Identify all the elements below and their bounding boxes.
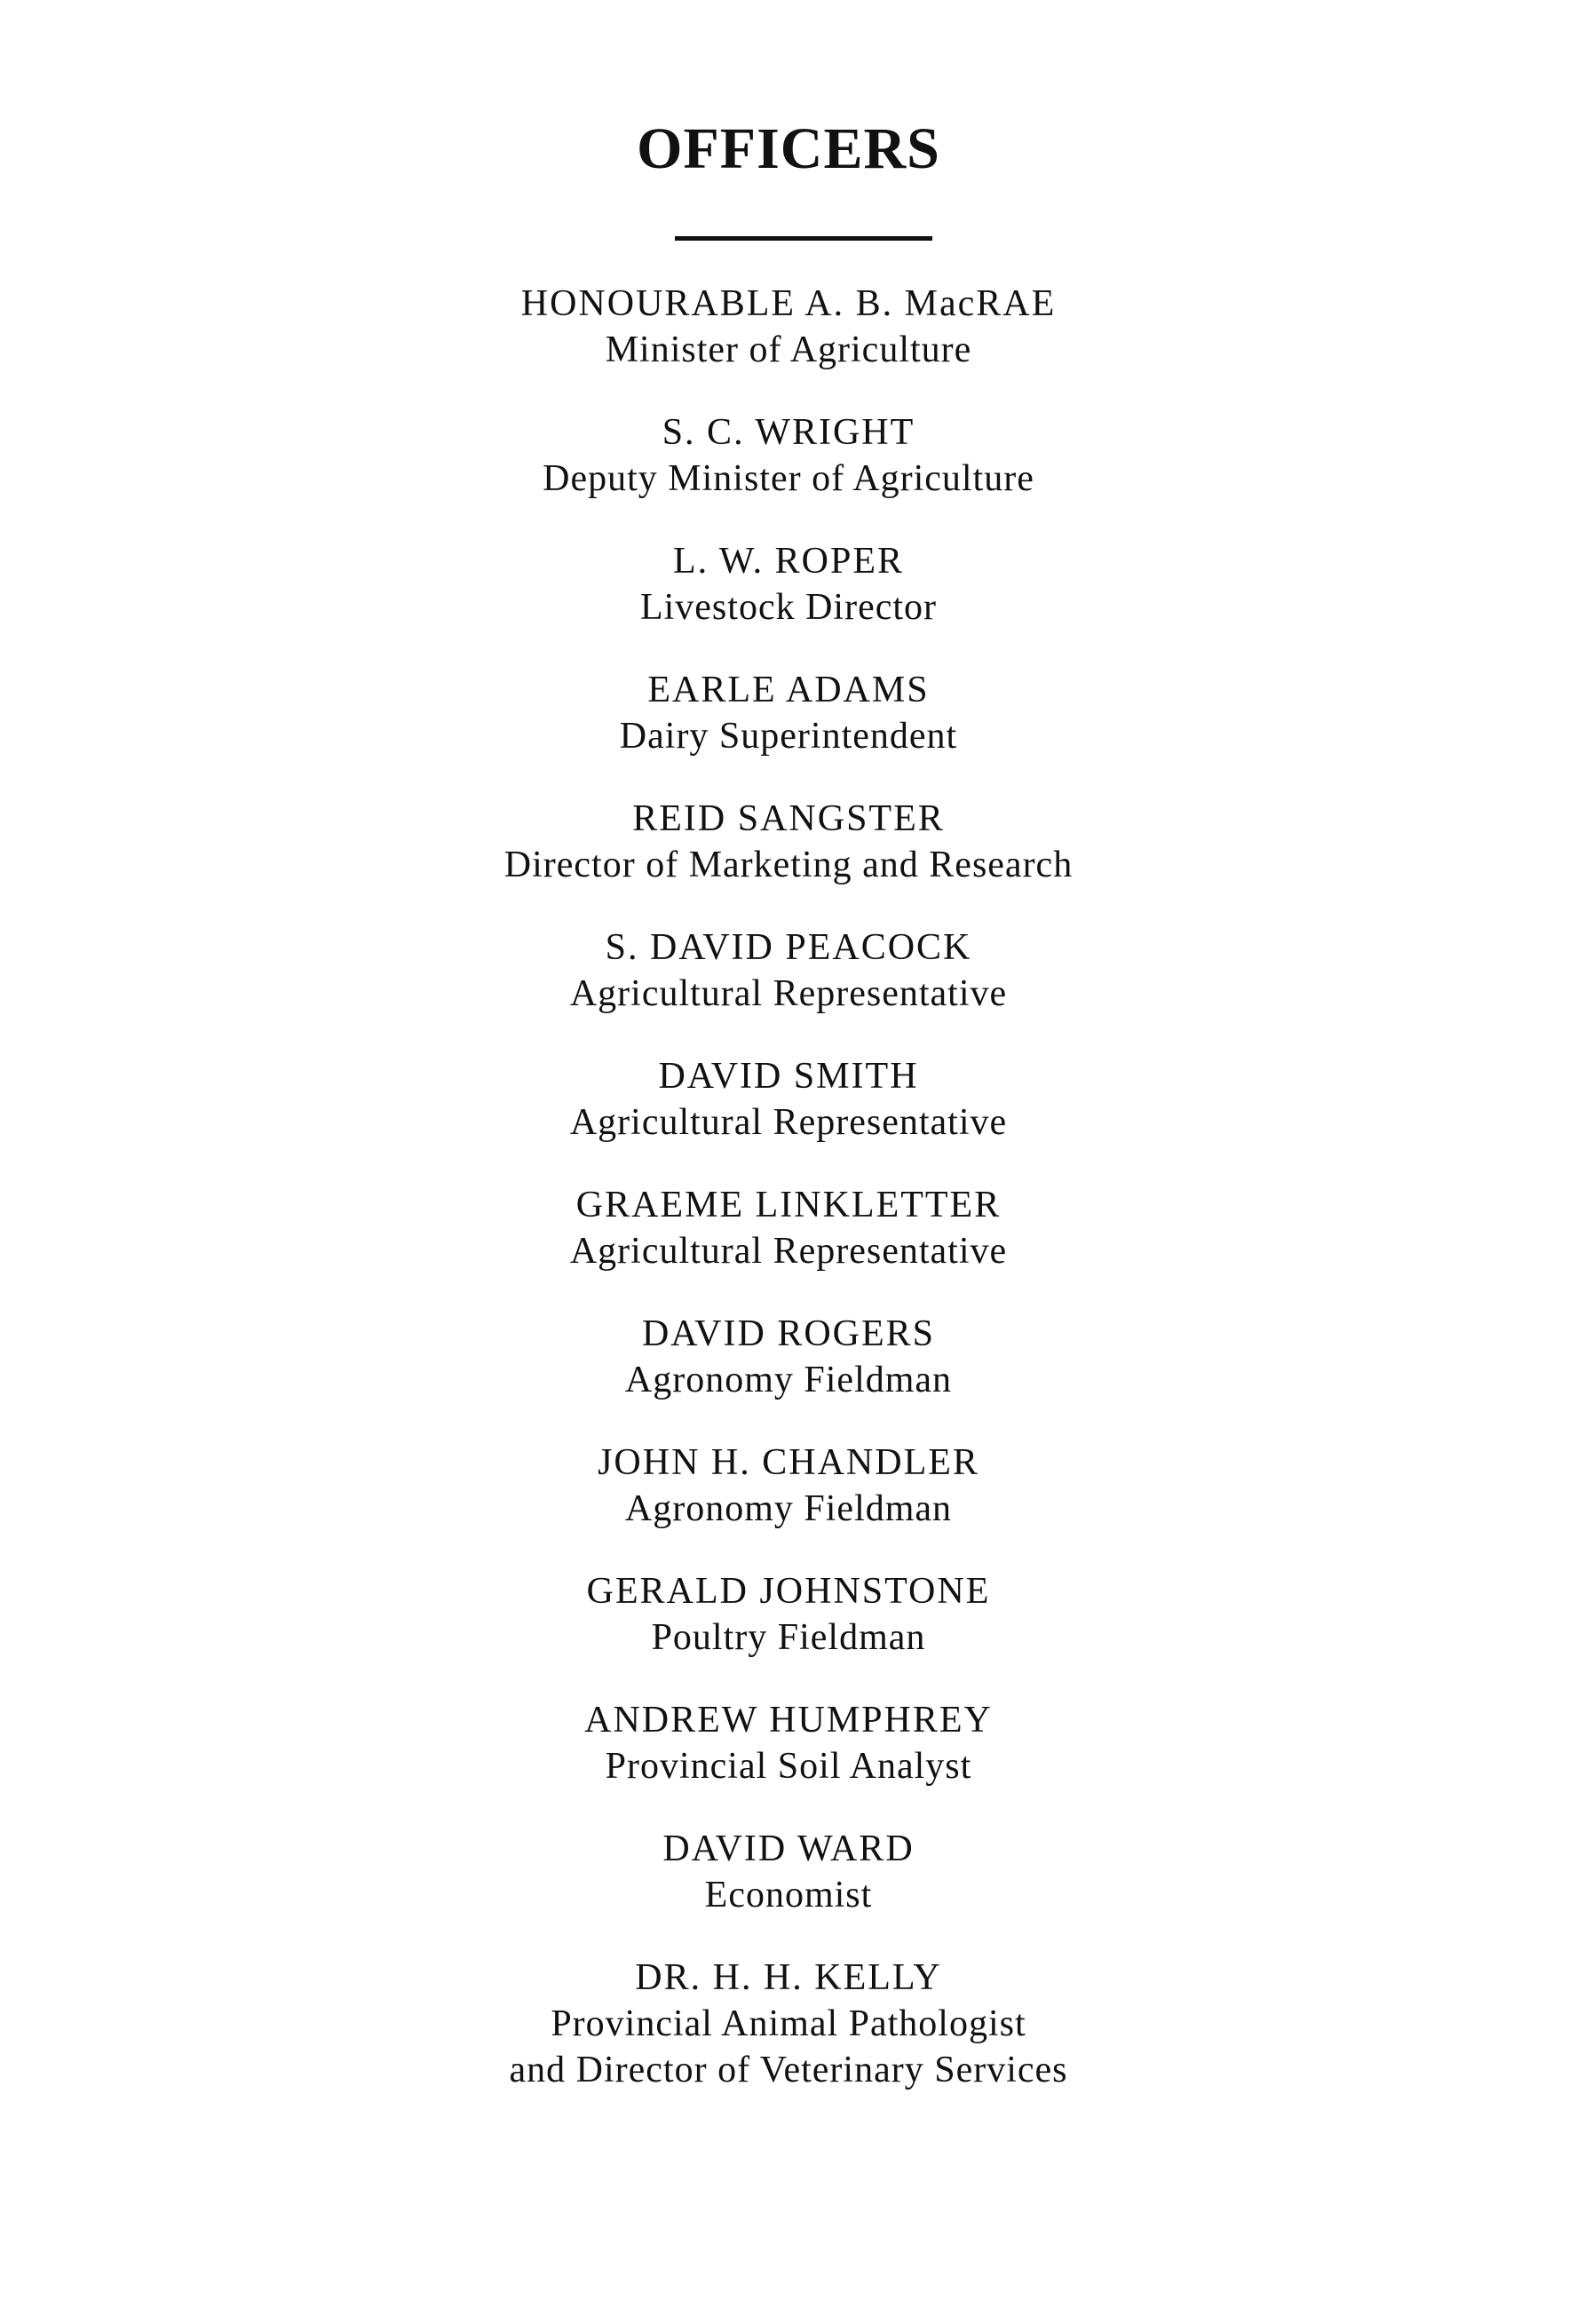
- officer-entry: [0, 1568, 1577, 1661]
- officer-name: L. W. ROPER: [672, 541, 905, 582]
- officer-title: Provincial Animal Pathologist: [551, 2003, 1026, 2044]
- officer-name: ANDREW HUMPHREY: [584, 1700, 993, 1741]
- officer-title: Deputy Minister of Agriculture: [543, 458, 1034, 499]
- officer-name: JOHN H. CHANDLER: [598, 1442, 979, 1483]
- officer-entry: [0, 796, 1577, 888]
- officer-entry: [0, 409, 1577, 502]
- officer-entry: [0, 1440, 1577, 1532]
- officer-name: DR. H. H. KELLY: [635, 1957, 942, 1998]
- officer-entry: [0, 1697, 1577, 1789]
- title-underline-rule: [675, 236, 932, 241]
- officer-title: Agricultural Representative: [569, 1102, 1008, 1143]
- page-title: OFFICERS: [637, 116, 940, 181]
- officer-name: EARLE ADAMS: [647, 670, 930, 710]
- officer-title: Dairy Superintendent: [619, 716, 958, 757]
- officer-entry: [0, 924, 1577, 1017]
- officer-name: REID SANGSTER: [632, 798, 945, 839]
- officer-title: Agricultural Representative: [569, 1231, 1008, 1272]
- officer-name: GERALD JOHNSTONE: [586, 1571, 991, 1612]
- officer-name: GRAEME LINKLETTER: [575, 1185, 1002, 1225]
- officer-title: Livestock Director: [639, 587, 938, 628]
- officer-entry: [0, 1053, 1577, 1146]
- officer-name: S. DAVID PEACOCK: [605, 927, 972, 968]
- officer-entry: [0, 1826, 1577, 1918]
- officer-entry: [0, 1182, 1577, 1274]
- officer-title: Director of Marketing and Research: [503, 845, 1074, 885]
- officer-entry: [0, 281, 1577, 373]
- officer-title: Agronomy Fieldman: [624, 1488, 953, 1529]
- officer-entry: [0, 1311, 1577, 1403]
- officer-title: Agricultural Representative: [569, 973, 1008, 1014]
- officer-entry: [0, 1955, 1577, 2093]
- officer-name: S. C. WRIGHT: [662, 412, 915, 453]
- officer-title: Poultry Fieldman: [651, 1617, 926, 1658]
- officer-name: DAVID WARD: [662, 1828, 915, 1869]
- officer-entry: [0, 667, 1577, 759]
- officer-name: DAVID ROGERS: [641, 1313, 936, 1354]
- officer-title: Minister of Agriculture: [605, 329, 972, 370]
- officer-title: Economist: [704, 1875, 873, 1916]
- officers-list: [0, 281, 1577, 2130]
- officer-entry: [0, 538, 1577, 631]
- officer-title-continued: and Director of Veterinary Services: [509, 2050, 1068, 2090]
- officer-title: Agronomy Fieldman: [624, 1360, 953, 1400]
- officer-name: DAVID SMITH: [658, 1056, 919, 1097]
- officer-name: HONOURABLE A. B. MacRAE: [520, 283, 1057, 324]
- officer-title: Provincial Soil Analyst: [605, 1746, 972, 1787]
